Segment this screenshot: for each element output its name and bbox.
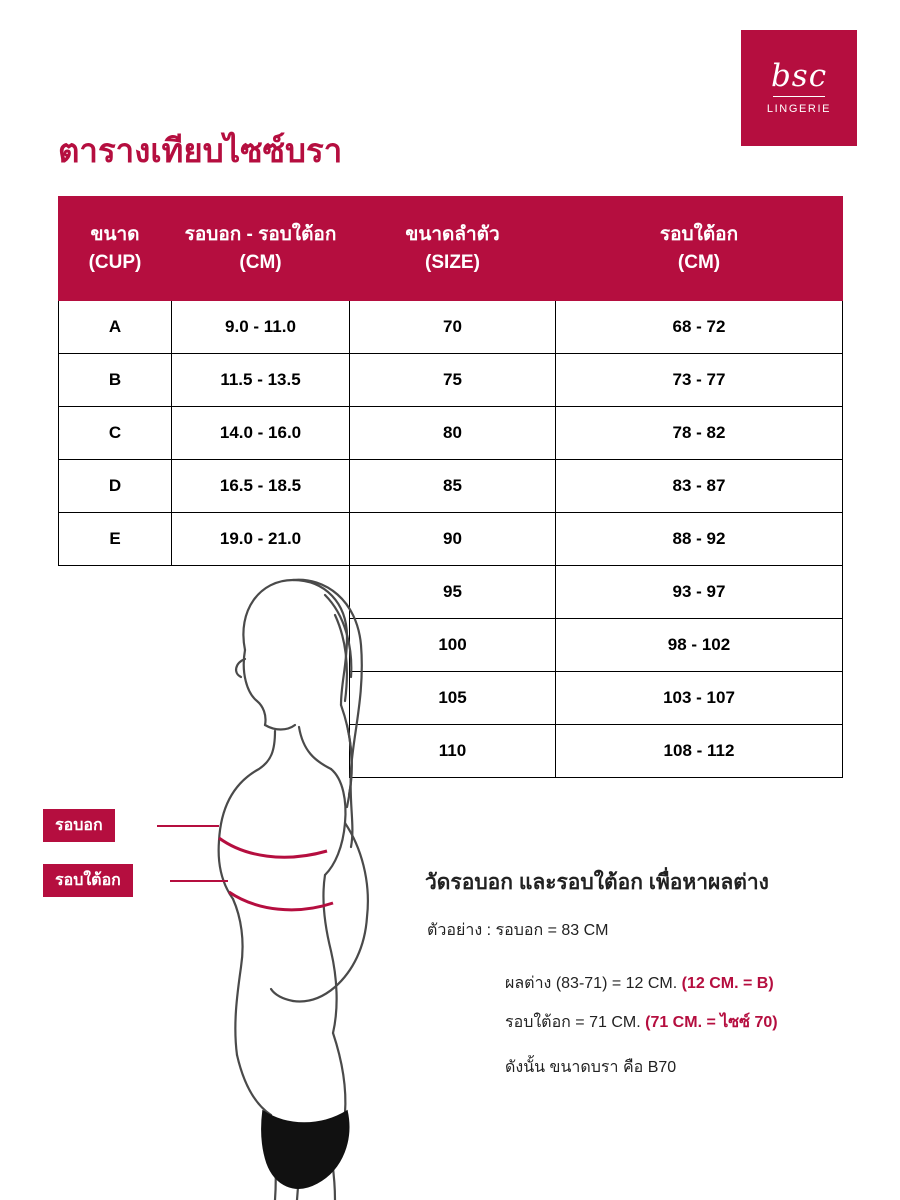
header-underbust-line1: รอบใต้อก <box>659 223 739 245</box>
example-line-conclusion: ดังนั้น ขนาดบรา คือ B70 <box>505 1059 677 1076</box>
header-body-size-line2: (SIZE) <box>425 251 480 273</box>
cell-cup-empty <box>59 566 172 619</box>
cell-underbust: 83 - 87 <box>556 460 843 513</box>
header-body-size <box>350 197 556 301</box>
header-cup <box>59 197 172 301</box>
cell-body-size: 105 <box>350 672 556 725</box>
cell-cup: D <box>59 460 172 513</box>
table-row <box>59 301 843 354</box>
cell-difference: 14.0 - 16.0 <box>172 407 350 460</box>
cell-underbust: 93 - 97 <box>556 566 843 619</box>
example-underbust-result: (71 CM. = ไซซ์ 70) <box>645 1014 778 1031</box>
header-underbust <box>556 197 843 301</box>
cell-body-size: 85 <box>350 460 556 513</box>
header-difference-line2: (CM) <box>239 251 282 273</box>
logo-wordmark: bsc <box>770 57 828 94</box>
cell-underbust: 103 - 107 <box>556 672 843 725</box>
cell-underbust: 68 - 72 <box>556 301 843 354</box>
header-underbust-line2: (CM) <box>677 251 721 273</box>
panty-shape <box>262 1111 349 1188</box>
cell-difference: 9.0 - 11.0 <box>172 301 350 354</box>
header-cup-line2: (CUP) <box>88 251 142 273</box>
cell-body-size: 80 <box>350 407 556 460</box>
logo-subtitle: LINGERIE <box>766 103 832 116</box>
bust-measure-line <box>219 838 327 857</box>
cell-cup-empty <box>59 619 172 672</box>
cell-underbust: 88 - 92 <box>556 513 843 566</box>
example-difference-text: ผลต่าง (83-71) = 12 CM. <box>505 975 682 992</box>
table-row <box>59 460 843 513</box>
header-difference-line1: รอบอก - รอบใต้อก <box>184 223 337 245</box>
table-header-row <box>59 197 843 301</box>
callout-underbust-leader-line <box>170 880 228 882</box>
cell-difference: 16.5 - 18.5 <box>172 460 350 513</box>
cell-difference: 11.5 - 13.5 <box>172 354 350 407</box>
table-row <box>59 354 843 407</box>
callout-bust <box>43 809 115 842</box>
cell-body-size: 100 <box>350 619 556 672</box>
cell-underbust: 98 - 102 <box>556 619 843 672</box>
callout-bust-leader-line <box>157 825 219 827</box>
cell-underbust: 73 - 77 <box>556 354 843 407</box>
underbust-measure-line <box>229 892 333 910</box>
cell-cup: A <box>59 301 172 354</box>
header-difference <box>172 197 350 301</box>
callout-underbust-label: รอบใต้อก <box>55 872 121 889</box>
cell-cup-empty <box>59 725 172 778</box>
cell-body-size: 110 <box>350 725 556 778</box>
cell-body-size: 75 <box>350 354 556 407</box>
example-line-difference <box>505 971 774 996</box>
example-line-underbust <box>505 1010 778 1035</box>
cell-body-size: 90 <box>350 513 556 566</box>
cell-body-size: 95 <box>350 566 556 619</box>
cell-difference: 19.0 - 21.0 <box>172 513 350 566</box>
header-body-size-line1: ขนาดลำตัว <box>405 223 500 245</box>
table-header <box>59 197 843 301</box>
callout-underbust <box>43 864 133 897</box>
cell-cup: E <box>59 513 172 566</box>
female-figure-illustration <box>175 555 465 1200</box>
logo-divider <box>773 96 825 98</box>
header-cup-line1: ขนาด <box>90 223 140 245</box>
cell-body-size: 70 <box>350 301 556 354</box>
cell-cup: B <box>59 354 172 407</box>
cell-cup-empty <box>59 672 172 725</box>
instructions-heading: วัดรอบอก และรอบใต้อก เพื่อหาผลต่าง <box>425 871 769 894</box>
brand-logo <box>741 30 857 146</box>
page-title: ตารางเทียบไซซ์บรา <box>58 132 343 169</box>
cell-cup: C <box>59 407 172 460</box>
cell-underbust: 78 - 82 <box>556 407 843 460</box>
table-row <box>59 407 843 460</box>
example-line-bust: ตัวอย่าง : รอบอก = 83 CM <box>427 922 609 939</box>
example-difference-result: (12 CM. = B) <box>681 975 774 992</box>
example-underbust-text: รอบใต้อก = 71 CM. <box>505 1014 646 1031</box>
callout-bust-label: รอบอก <box>55 817 103 834</box>
cell-underbust: 108 - 112 <box>556 725 843 778</box>
